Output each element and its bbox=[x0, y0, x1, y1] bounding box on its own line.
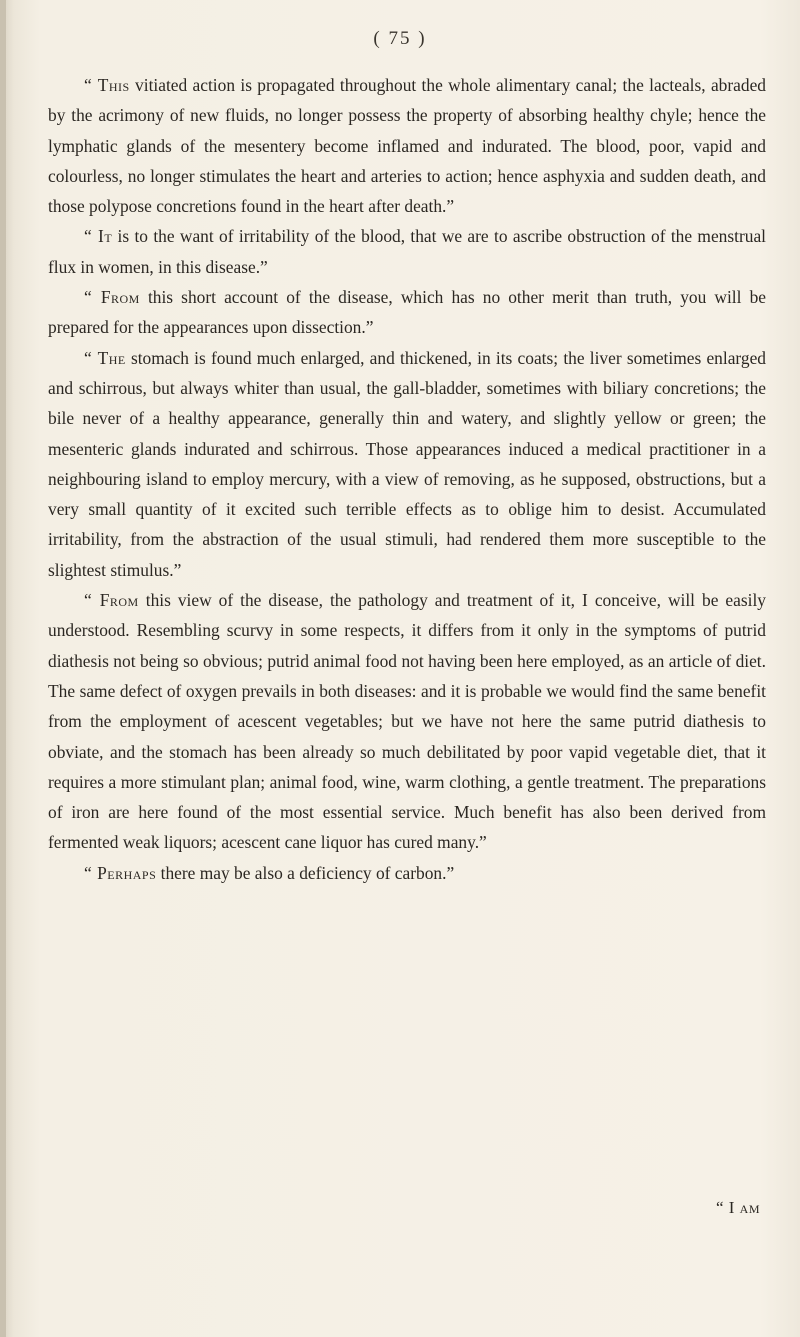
page-gutter bbox=[0, 0, 6, 1337]
paragraph-text: there may be also a deficiency of carbon.” bbox=[156, 862, 455, 883]
paragraph-lead: “ The bbox=[84, 347, 126, 368]
paragraph-lead: “ Perhaps bbox=[84, 862, 157, 883]
page-number: ( 75 ) bbox=[373, 28, 427, 49]
body-text bbox=[48, 70, 766, 888]
paragraph-text: is to the want of irritability of the blood, that we are to ascribe obstruction of the menstrual flux in women, in this disease.” bbox=[48, 226, 766, 277]
paragraph-text: this view of the disease, the pathology and treatment of it, I conceive, will be easily understood. Resembling scurvy in some respects, it differs from it only in the symptoms of putrid diathesis not being so obvious; putrid animal food not having been here employed, as an article of diet. The same defect of oxygen prevails in both diseases: and it is probable we would find the same benefit from the employment of acescent vegetables; but we have not here the same putrid diathesis to obviate, and the stomach has been already so much debilitated by poor vapid vegetable diet, that it requires a more stimulant plan; animal food, wine, warm clothing, a gentle treatment. The preparations of iron are here found of the most essential service. Much benefit has also been derived from fermented weak liquors; acescent cane liquor has cured many.” bbox=[48, 590, 766, 853]
paragraph-lead: “ This bbox=[84, 75, 130, 95]
paragraph bbox=[48, 282, 766, 343]
paragraph bbox=[48, 585, 766, 858]
paragraph bbox=[48, 343, 766, 585]
paragraph-lead: “ From bbox=[84, 287, 140, 308]
paragraph bbox=[48, 858, 766, 888]
paragraph bbox=[48, 70, 766, 221]
paragraph-lead: “ From bbox=[84, 590, 139, 611]
paragraph-text: stomach is found much enlarged, and thickened, in its coats; the liver sometimes enlarged and schirrous, but always whiter than usual, the gall-bladder, sometimes with biliary concretions; the bile never of a healthy appearance, generally thin and watery, and slightly yellow or green; the mesenteric glands indurated and schirrous. Those appearances induced a medical practitioner in a neighbouring island to employ mercury, with a view of removing, as he supposed, obstructions, but a very small quantity of it excited such terrible effects as to oblige him to desist. Accumulated irritability, from the abstraction of the usual stimuli, had rendered them more susceptible to the slightest stimulus.” bbox=[48, 347, 766, 580]
paragraph-text: vitiated action is propagated throughout the whole alimentary canal; the lacteals, abraded by the acrimony of new fluids, no longer possess the property of absorbing healthy chyle; hence the lymphatic glands of the mesentery become inflamed and indurated. The blood, poor, vapid and colourless, no longer stimulates the heart and arteries to action; hence asphyxia and sudden death, and those polypose concretions found in the heart after death.” bbox=[48, 75, 766, 217]
catchword: “ I am bbox=[715, 1198, 760, 1217]
paragraph bbox=[48, 221, 766, 282]
paragraph-lead: “ It bbox=[84, 226, 113, 247]
paragraph-text: this short account of the disease, which has no other merit than truth, you will be prepared for the appearances upon dissection.” bbox=[48, 287, 766, 338]
